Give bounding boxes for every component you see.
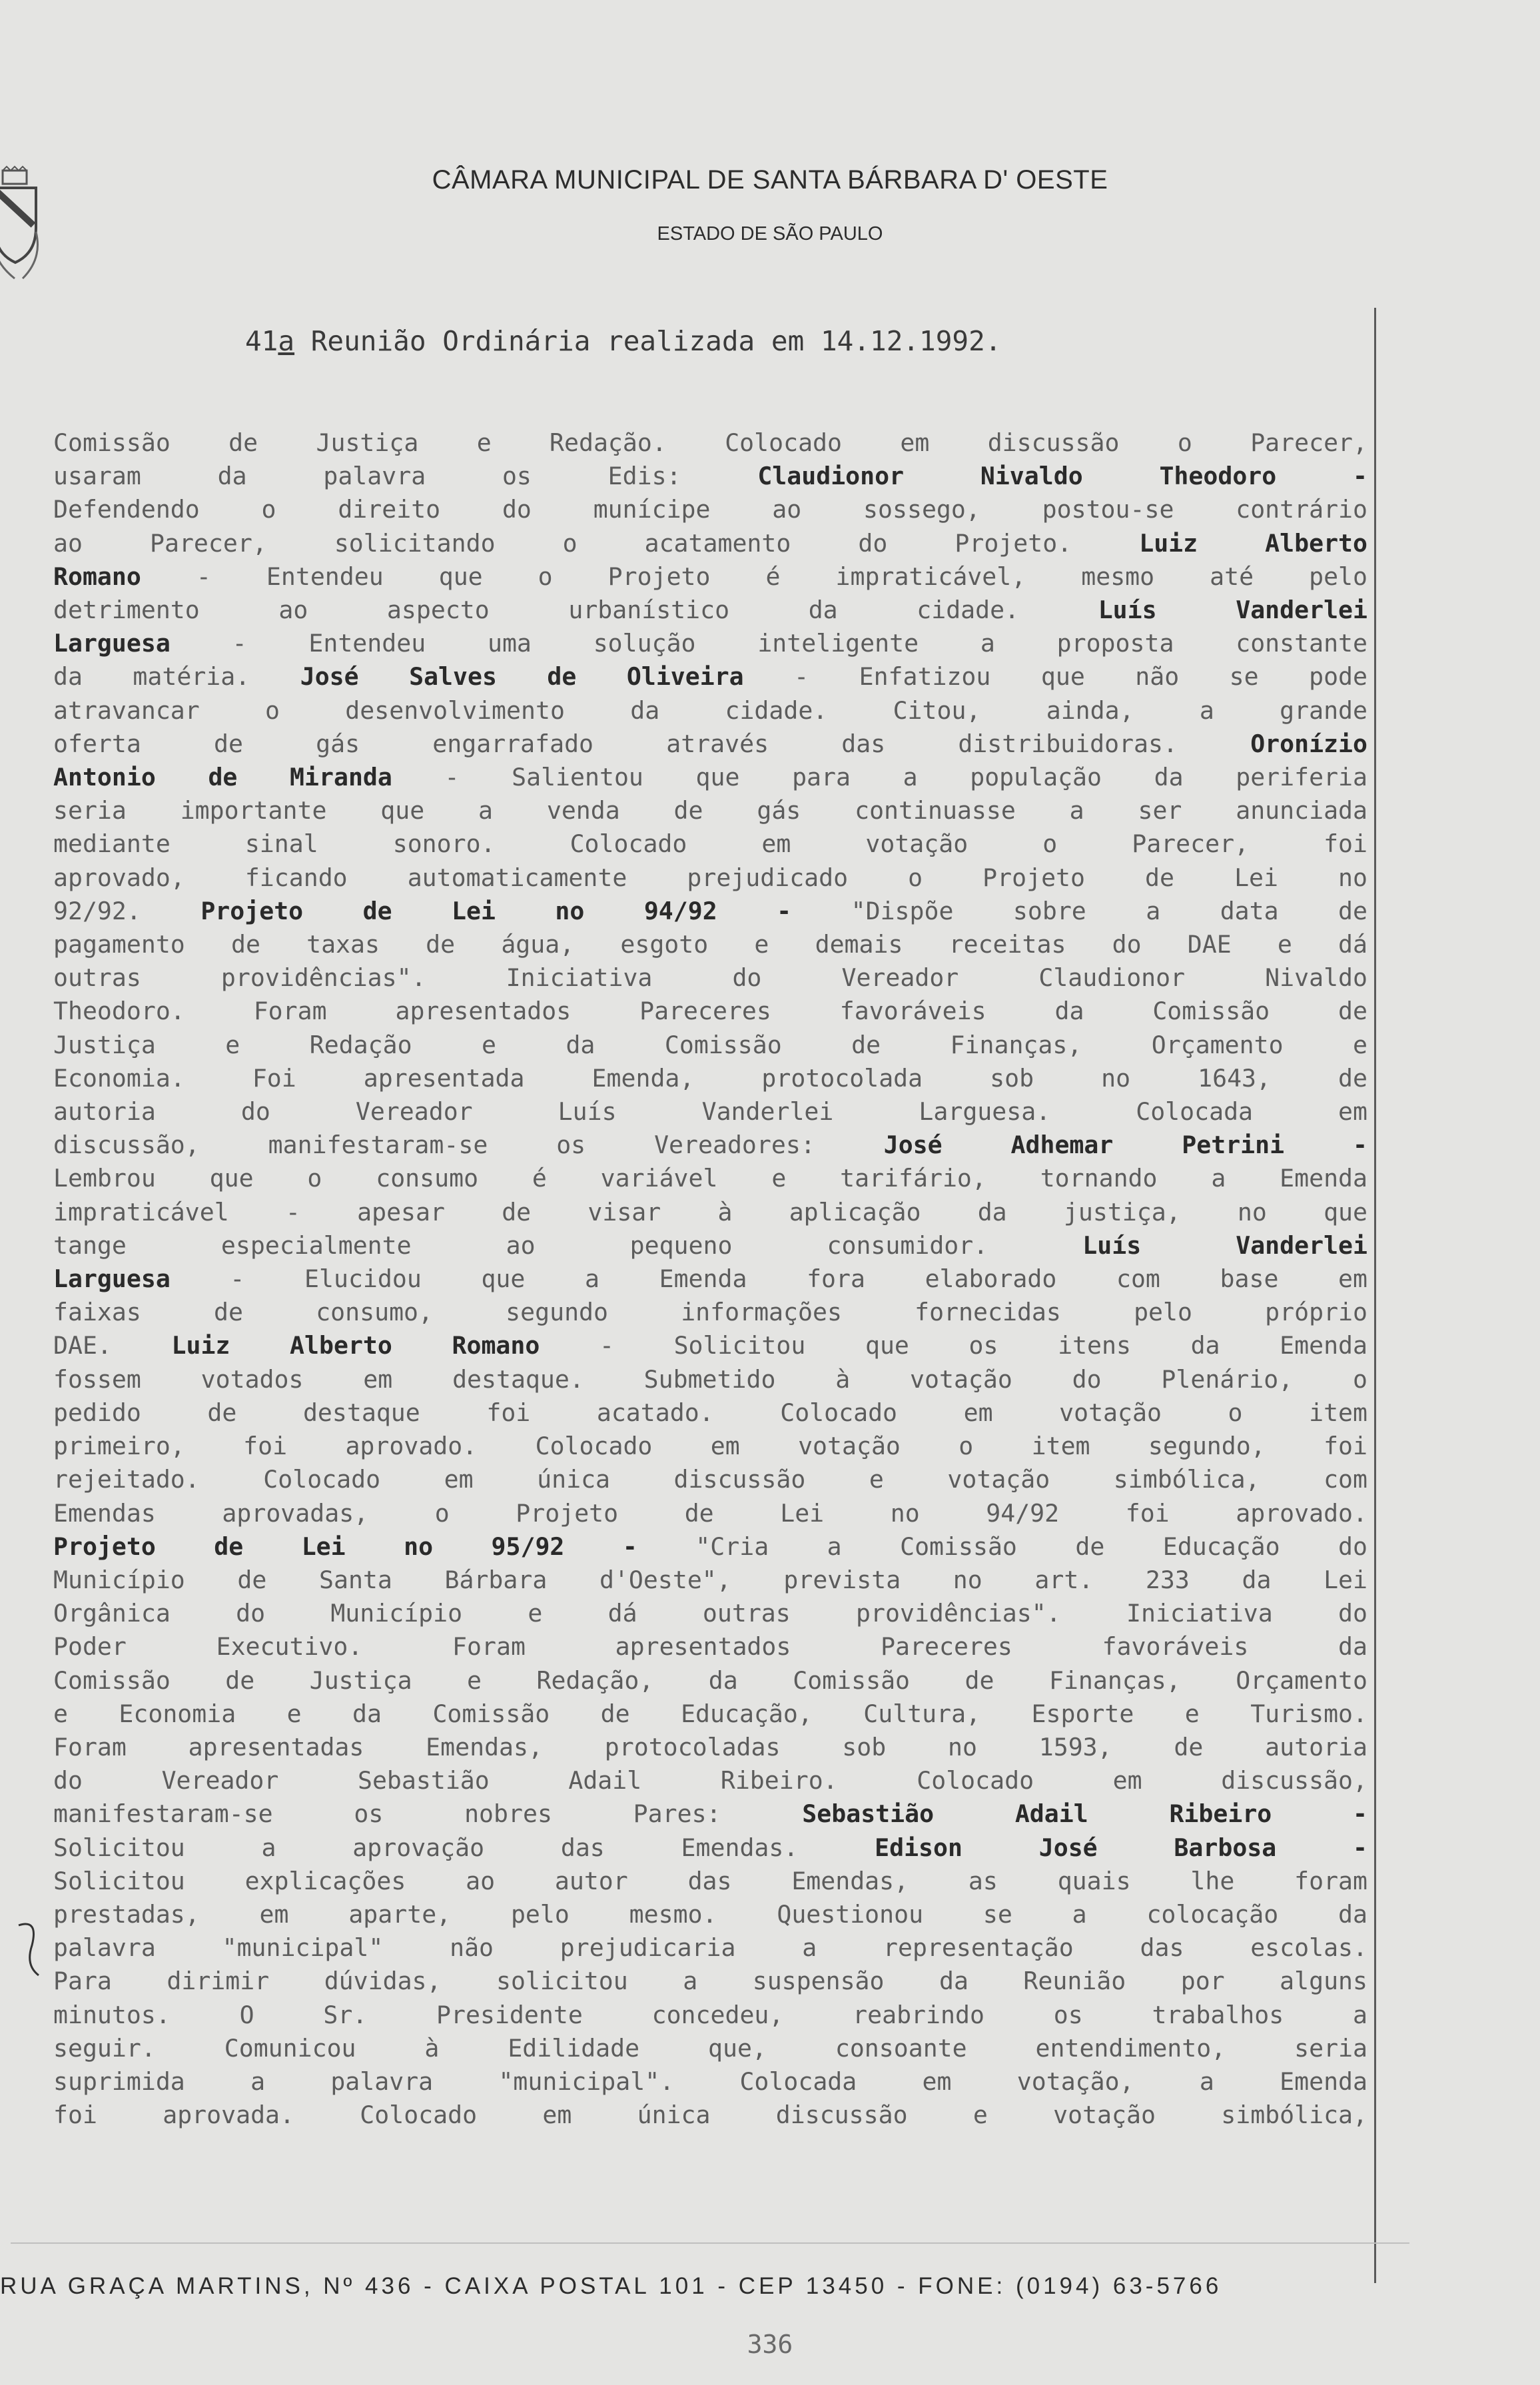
text-line (53, 694, 1367, 727)
text-line (53, 995, 1367, 1028)
line-text: tange especialmente ao pequeno consumidor. (53, 1230, 1083, 1260)
line-text: fossem votados em destaque. Submetido à votação do Plenário, o (53, 1364, 1367, 1394)
line-text: Comissão de Justiça e Redação, da Comissão de Finanças, Orçamento (53, 1666, 1367, 1695)
line-text: manifestaram-se os nobres Pares: (53, 1799, 803, 1829)
speaker-name: Larguesa (53, 1264, 171, 1294)
handwritten-margin-mark (12, 1912, 52, 1979)
line-text: suprimida a palavra "municipal". Colocada em votação, a Emenda (53, 2067, 1367, 2096)
line-text: - Entendeu uma solução inteligente a proposta constante (170, 629, 1367, 658)
text-line (53, 1965, 1367, 1998)
line-text: pagamento de taxas de água, esgoto e demais receitas do DAE e dá (53, 930, 1367, 959)
text-line (53, 1831, 1367, 1865)
institution-title: CÂMARA MUNICIPAL DE SANTA BÁRBARA D' OESTE (432, 165, 1108, 195)
text-line (53, 1363, 1367, 1396)
text-line (53, 527, 1367, 560)
line-text: Solicitou a aprovação das Emendas. (53, 1833, 875, 1862)
text-line (53, 594, 1367, 627)
state-subtitle: ESTADO DE SÃO PAULO (657, 223, 883, 244)
line-text: oferta de gás engarrafado através das distribuidoras. (53, 729, 1251, 758)
line-text: detrimento ao aspecto urbanístico da cidade. (53, 596, 1098, 625)
speaker-name: Luiz Alberto (1139, 528, 1367, 558)
line-text: seria importante que a venda de gás continuasse a ser anunciada (53, 796, 1367, 825)
speaker-name: Luiz Alberto Romano (171, 1331, 540, 1360)
line-text: - Entendeu que o Projeto é impraticável, mesmo até pelo (141, 562, 1367, 591)
text-line (53, 727, 1367, 761)
margin-rule (1374, 308, 1376, 2283)
line-text: aprovado, ficando automaticamente prejudicado o Projeto de Lei no (53, 863, 1367, 892)
text-line (53, 1630, 1367, 1664)
text-line (53, 1062, 1367, 1095)
line-text: pedido de destaque foi acatado. Colocado em votação o item (53, 1398, 1367, 1427)
line-text: Solicitou explicações ao autor das Emendas, as quais lhe foram (53, 1866, 1367, 1895)
text-line (53, 895, 1367, 928)
line-text: ao Parecer, solicitando o acatamento do Projeto. (53, 528, 1140, 558)
speaker-name: Luís Vanderlei (1098, 596, 1367, 625)
meeting-ordinal-suffix: a (278, 325, 295, 357)
text-line (53, 1865, 1367, 1898)
meeting-title (245, 325, 1001, 357)
text-line (53, 1430, 1367, 1463)
speaker-name: Projeto de Lei no 95/92 - (53, 1532, 637, 1561)
text-line (53, 1396, 1367, 1430)
speaker-name: Romano (53, 562, 141, 591)
text-line (53, 1999, 1367, 2032)
line-text: atravancar o desenvolvimento da cidade. Citou, ainda, a grande (53, 696, 1367, 725)
text-line (53, 761, 1367, 794)
text-line (53, 1497, 1367, 1530)
line-text: impraticável - apesar de visar à aplicação da justiça, no que (53, 1197, 1367, 1226)
speaker-name: Antonio de Miranda (53, 763, 392, 792)
line-text: Comissão de Justiça e Redação. Colocado em discussão o Parecer, (53, 428, 1367, 457)
text-line (53, 1463, 1367, 1496)
line-text: Para dirimir dúvidas, solicitou a suspensão da Reunião por alguns (53, 1967, 1367, 1996)
line-text: Justiça e Redação e da Comissão de Finanças, Orçamento e (53, 1030, 1367, 1059)
meeting-title-text: Reunião Ordinária realizada em 14.12.1992. (294, 325, 1002, 357)
speaker-name: Oronízio (1250, 729, 1367, 758)
line-text: autoria do Vereador Luís Vanderlei Larguesa. Colocada em (53, 1097, 1367, 1127)
text-line (53, 1196, 1367, 1229)
line-text: usaram da palavra os Edis: (53, 462, 758, 491)
line-text: Defendendo o direito do munícipe ao sossego, postou-se contrário (53, 495, 1367, 524)
line-text: Poder Executivo. Foram apresentados Pareceres favoráveis da (53, 1632, 1367, 1662)
text-line (53, 1931, 1367, 1965)
footer-address: RUA GRAÇA MARTINS, Nº 436 - CAIXA POSTAL 101 - CEP 13450 - FONE: (0194) 63-5766 (0, 2273, 1222, 2299)
line-text: outras providências". Iniciativa do Vereador Claudionor Nivaldo (53, 963, 1367, 993)
line-text: Theodoro. Foram apresentados Pareceres favoráveis da Comissão de (53, 997, 1367, 1026)
footer-divider (11, 2242, 1409, 2244)
line-text: Orgânica do Município e dá outras providências". Iniciativa do (53, 1599, 1367, 1628)
text-line (53, 560, 1367, 594)
line-text: palavra "municipal" não prejudicaria a representação das escolas. (53, 1933, 1367, 1963)
text-line (53, 1564, 1367, 1597)
text-line (53, 1329, 1367, 1362)
meeting-ordinal-number: 41 (245, 325, 278, 357)
line-text: discussão, manifestaram-se os Vereadores: (53, 1131, 884, 1160)
text-line (53, 1797, 1367, 1831)
text-line (53, 426, 1367, 460)
text-line (53, 1597, 1367, 1630)
line-text: - Solicitou que os itens da Emenda (540, 1331, 1368, 1360)
text-line (53, 1095, 1367, 1129)
line-text: "Dispõe sobre a data de (791, 896, 1368, 925)
text-line (53, 460, 1367, 493)
line-text: "Cria a Comissão de Educação do (637, 1532, 1367, 1561)
text-line (53, 1296, 1367, 1329)
line-text: seguir. Comunicou à Edilidade que, consoante entendimento, seria (53, 2033, 1367, 2063)
text-line (53, 1229, 1367, 1262)
line-text: mediante sinal sonoro. Colocado em votação o Parecer, foi (53, 829, 1367, 859)
line-text: faixas de consumo, segundo informações fornecidas pelo próprio (53, 1298, 1367, 1327)
speaker-name: Luís Vanderlei (1082, 1230, 1367, 1260)
text-line (53, 1129, 1367, 1162)
line-text: primeiro, foi aprovado. Colocado em votação o item segundo, foi (53, 1432, 1367, 1461)
text-line (53, 1697, 1367, 1731)
text-line (53, 1162, 1367, 1195)
speaker-name: Larguesa (53, 629, 171, 658)
line-text: da matéria. (53, 662, 300, 692)
line-text: prestadas, em aparte, pelo mesmo. Questionou se a colocação da (53, 1899, 1367, 1929)
text-line (53, 928, 1367, 961)
text-line (53, 1262, 1367, 1296)
text-line (53, 861, 1367, 895)
text-line (53, 1898, 1367, 1931)
text-line (53, 493, 1367, 526)
line-text: - Salientou que para a população da periferia (392, 763, 1367, 792)
text-line (53, 1764, 1367, 1797)
line-text: Lembrou que o consumo é variável e tarifário, tornando a Emenda (53, 1164, 1367, 1193)
text-line (53, 1530, 1367, 1564)
text-line (53, 1664, 1367, 1697)
line-text: Município de Santa Bárbara d'Oeste", prevista no art. 233 da Lei (53, 1565, 1367, 1594)
text-line (53, 2065, 1367, 2099)
page-number: 336 (747, 2330, 793, 2359)
text-line (53, 794, 1367, 827)
line-text: DAE. (53, 1331, 172, 1360)
line-text: Emendas aprovadas, o Projeto de Lei no 94/92 foi aprovado. (53, 1498, 1367, 1528)
line-text: Economia. Foi apresentada Emenda, protocolada sob no 1643, de (53, 1063, 1367, 1093)
line-text: - Elucidou que a Emenda fora elaborado com base em (170, 1264, 1367, 1294)
line-text: - Enfatizou que não se pode (743, 662, 1368, 692)
line-text: minutos. O Sr. Presidente concedeu, reabrindo os trabalhos a (53, 2000, 1367, 2029)
line-text: do Vereador Sebastião Adail Ribeiro. Colocado em discussão, (53, 1766, 1367, 1795)
speaker-name: Edison José Barbosa - (875, 1833, 1367, 1862)
text-line (53, 2032, 1367, 2065)
speaker-name: Projeto de Lei no 94/92 - (200, 896, 792, 925)
line-text: e Economia e da Comissão de Educação, Cultura, Esporte e Turismo. (53, 1699, 1367, 1728)
speaker-name: Sebastião Adail Ribeiro - (802, 1799, 1368, 1829)
line-text: Foram apresentadas Emendas, protocoladas sob no 1593, de autoria (53, 1732, 1367, 1761)
text-line (53, 1029, 1367, 1062)
line-text: 92/92. (53, 896, 201, 925)
speaker-name: Claudionor Nivaldo Theodoro - (757, 462, 1367, 491)
line-text: foi aprovada. Colocado em única discussão e votação simbólica, (53, 2101, 1367, 2130)
speaker-name: José Adhemar Petrini - (883, 1131, 1367, 1160)
text-line (53, 1731, 1367, 1764)
minutes-body (53, 426, 1367, 2132)
text-line (53, 660, 1367, 694)
text-line (53, 2099, 1367, 2132)
speaker-name: José Salves de Oliveira (300, 662, 744, 692)
text-line (53, 627, 1367, 660)
text-line (53, 961, 1367, 995)
text-line (53, 827, 1367, 861)
line-text: rejeitado. Colocado em única discussão e votação simbólica, com (53, 1465, 1367, 1494)
